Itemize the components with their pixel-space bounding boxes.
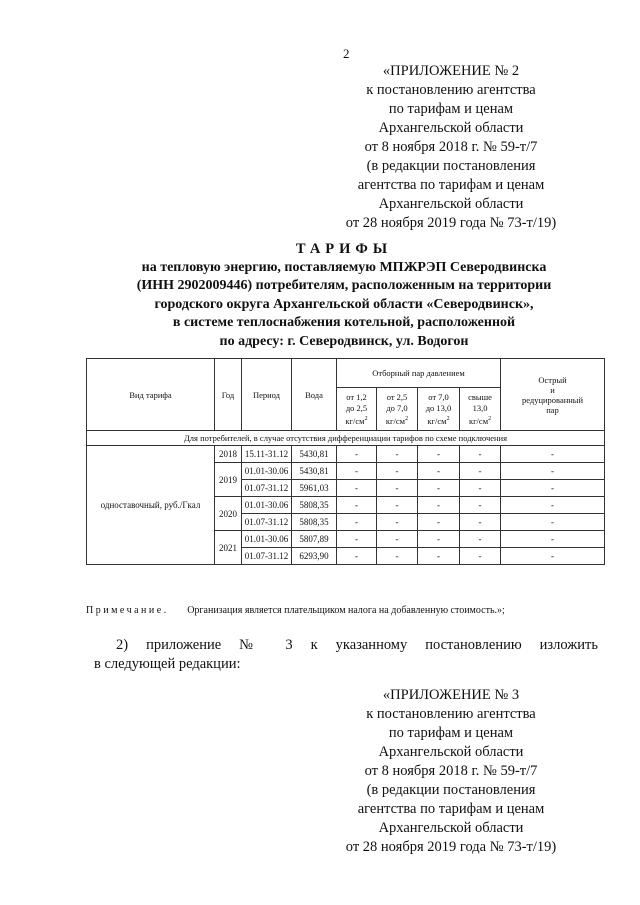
header-sharp-steam: Острый и редуцированный пар bbox=[501, 359, 605, 431]
dash-cell: - bbox=[337, 514, 377, 531]
title-line: в системе теплоснабжения котельной, расположенной bbox=[172, 315, 516, 330]
dash-cell: - bbox=[501, 548, 605, 565]
appendix-line: от 28 ноября 2019 года № 73-т/19) bbox=[345, 215, 557, 231]
title-line: городского округа Архангельской области «Северодвинск», bbox=[154, 296, 534, 312]
appendix-line: Архангельской области bbox=[378, 196, 524, 212]
note-text: Организация является плательщиком налога на добавленную стоимость.»; bbox=[187, 605, 505, 616]
dash-cell: - bbox=[377, 531, 418, 548]
appendix-line: Архангельской области bbox=[378, 120, 524, 136]
amendment-line-2: в следующей редакции: bbox=[94, 656, 241, 672]
appendix-line: «ПРИЛОЖЕНИЕ № 3 bbox=[382, 687, 520, 703]
dash-cell: - bbox=[418, 446, 460, 463]
appendix-line: к постановлению агентства bbox=[366, 82, 536, 98]
note-label: Примечание. bbox=[86, 605, 169, 616]
period-cell: 01.07-31.12 bbox=[242, 548, 292, 565]
dash-cell: - bbox=[418, 480, 460, 497]
appendix-line: по тарифам и ценам bbox=[388, 101, 514, 117]
dash-cell: - bbox=[418, 514, 460, 531]
title-line: (ИНН 2902009446) потребителям, расположенным на территории bbox=[136, 278, 552, 293]
dash-cell: - bbox=[418, 548, 460, 565]
period-cell: 01.01-30.06 bbox=[242, 463, 292, 480]
appendix-line: агентства по тарифам и ценам bbox=[357, 177, 545, 193]
dash-cell: - bbox=[377, 497, 418, 514]
header-steam-2: от 2,5 до 7,0 $кг/см^2$ bbox=[377, 388, 418, 431]
dash-cell: - bbox=[337, 548, 377, 565]
dash-cell: - bbox=[337, 463, 377, 480]
title-line: на тепловую энергию, поставляемую МПЖРЭП Северодвинска bbox=[141, 259, 547, 275]
water-cell: 5430,81 bbox=[292, 446, 337, 463]
table-row bbox=[87, 446, 605, 463]
appendix-line: Архангельской области bbox=[378, 744, 524, 760]
dash-cell: - bbox=[501, 497, 605, 514]
title-main: ТАРИФЫ bbox=[295, 241, 393, 257]
period-cell: 01.01-30.06 bbox=[242, 497, 292, 514]
dash-cell: - bbox=[460, 548, 501, 565]
dash-cell: - bbox=[418, 497, 460, 514]
dash-cell: - bbox=[337, 497, 377, 514]
appendix-2-header bbox=[241, 62, 640, 233]
appendix-line: Архангельской области bbox=[378, 820, 524, 836]
header-tariff-type: Вид тарифа bbox=[87, 359, 215, 431]
appendix-line: (в редакции постановления bbox=[366, 782, 536, 798]
dash-cell: - bbox=[418, 463, 460, 480]
dash-cell: - bbox=[460, 463, 501, 480]
dash-cell: - bbox=[418, 531, 460, 548]
dash-cell: - bbox=[501, 514, 605, 531]
dash-cell: - bbox=[337, 446, 377, 463]
appendix-line: от 28 ноября 2019 года № 73-т/19) bbox=[345, 839, 557, 855]
appendix-line: агентства по тарифам и ценам bbox=[357, 801, 545, 817]
dash-cell: - bbox=[377, 463, 418, 480]
dash-cell: - bbox=[460, 446, 501, 463]
dash-cell: - bbox=[501, 480, 605, 497]
appendix-line: от 8 ноября 2018 г. № 59-т/7 bbox=[364, 139, 538, 155]
title-line: по адресу: г. Северодвинск, ул. Водогон bbox=[219, 333, 469, 349]
header-steam-3: от 7,0 до 13,0 $кг/см^2$ bbox=[418, 388, 460, 431]
amendment-line-1: 2) приложение № 3 к указанному постановлению изложить bbox=[116, 637, 598, 653]
water-cell: 5961,03 bbox=[292, 480, 337, 497]
water-cell: 5430,81 bbox=[292, 463, 337, 480]
appendix-line: (в редакции постановления bbox=[366, 158, 536, 174]
tariffs-table bbox=[86, 358, 605, 565]
water-cell: 6293,90 bbox=[292, 548, 337, 565]
tariffs-title bbox=[84, 240, 604, 351]
water-cell: 5808,35 bbox=[292, 497, 337, 514]
header-steam-group: Отборный пар давлением bbox=[337, 359, 501, 388]
header-steam-4: свыше 13,0 $кг/см^2$ bbox=[460, 388, 501, 431]
dash-cell: - bbox=[377, 446, 418, 463]
water-cell: 5808,35 bbox=[292, 514, 337, 531]
dash-cell: - bbox=[337, 531, 377, 548]
header-water: Вода bbox=[292, 359, 337, 431]
dash-cell: - bbox=[377, 548, 418, 565]
section-label: Для потребителей, в случае отсутствия дифференциации тарифов по схеме подключения bbox=[87, 431, 605, 446]
period-cell: 01.07-31.12 bbox=[242, 514, 292, 531]
header-period: Период bbox=[242, 359, 292, 431]
dash-cell: - bbox=[460, 514, 501, 531]
period-cell: 01.01-30.06 bbox=[242, 531, 292, 548]
appendix-line: к постановлению агентства bbox=[366, 706, 536, 722]
appendix-3-header bbox=[241, 686, 640, 857]
dash-cell: - bbox=[460, 480, 501, 497]
appendix-line: от 8 ноября 2018 г. № 59-т/7 bbox=[364, 763, 538, 779]
year-cell: 2019 bbox=[215, 463, 242, 497]
table-note bbox=[86, 605, 505, 616]
dash-cell: - bbox=[460, 531, 501, 548]
year-cell: 2020 bbox=[215, 497, 242, 531]
dash-cell: - bbox=[460, 497, 501, 514]
dash-cell: - bbox=[501, 463, 605, 480]
dash-cell: - bbox=[377, 514, 418, 531]
water-cell: 5807,89 bbox=[292, 531, 337, 548]
appendix-line: «ПРИЛОЖЕНИЕ № 2 bbox=[382, 63, 520, 79]
tariff-name: одноставочный, руб./Гкал bbox=[87, 446, 215, 565]
page-number: 2 bbox=[343, 46, 350, 61]
appendix-line: по тарифам и ценам bbox=[388, 725, 514, 741]
dash-cell: - bbox=[501, 531, 605, 548]
header-year: Год bbox=[215, 359, 242, 431]
header-steam-1: от 1,2 до 2,5 $кг/см^2$ bbox=[337, 388, 377, 431]
year-cell: 2021 bbox=[215, 531, 242, 565]
period-cell: 01.07-31.12 bbox=[242, 480, 292, 497]
dash-cell: - bbox=[377, 480, 418, 497]
period-cell: 15.11-31.12 bbox=[242, 446, 292, 463]
dash-cell: - bbox=[337, 480, 377, 497]
dash-cell: - bbox=[501, 446, 605, 463]
year-cell: 2018 bbox=[215, 446, 242, 463]
